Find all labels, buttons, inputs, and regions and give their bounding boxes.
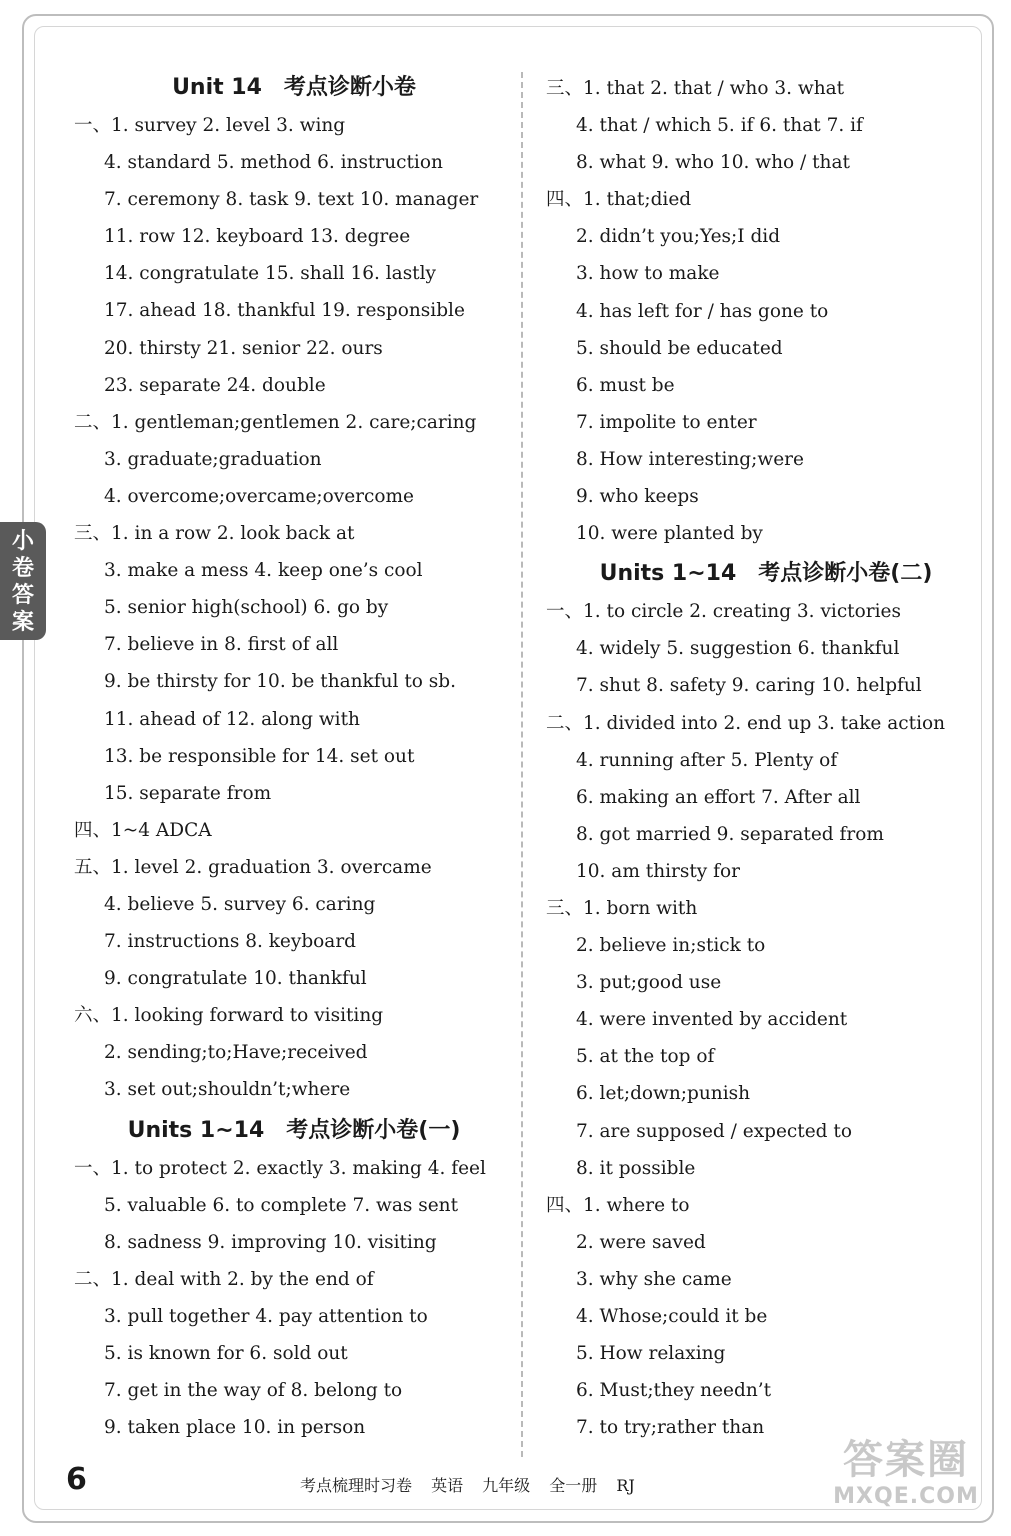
answer-line: 6. Must;they needn’t [576,1380,772,1402]
watermark-logo [818,1436,994,1528]
answer-line: 6. let;down;punish [576,1083,751,1105]
answer-line: 3. make a mess 4. keep one’s cool [104,560,423,582]
answer-line: 11. row 12. keyboard 13. degree [104,226,411,248]
answer-line: 7. believe in 8. first of all [104,634,339,656]
watermark-main: 答案圈 [843,1437,969,1483]
side-tab-char: 案 [11,610,34,635]
answer-line: 7. ceremony 8. task 9. text 10. manager [104,189,479,211]
answer-line: 11. ahead of 12. along with [104,708,360,730]
side-tab-char: 答 [11,583,34,608]
answer-line: 8. it possible [576,1157,696,1179]
answer-line: 五、1. level 2. graduation 3. overcame [74,856,432,878]
answer-line: 7. impolite to enter [576,411,757,433]
answer-line: 14. congratulate 15. shall 16. lastly [104,263,436,285]
section-unit: Unit 14 [172,75,262,100]
answer-line: 4. were invented by accident [576,1009,848,1031]
right-column [546,70,986,1446]
answer-line: 3. pull together 4. pay attention to [104,1305,428,1327]
answer-line: 4. widely 5. suggestion 6. thankful [576,638,900,660]
answer-line: 2. were saved [576,1231,706,1253]
answer-line: 7. to try;rather than [576,1417,765,1439]
answer-line: 23. separate 24. double [104,374,326,396]
answer-line: 5. is known for 6. sold out [104,1343,348,1364]
side-tab-char: 卷 [11,556,34,581]
answer-line: 3. set out;shouldn’t;where [104,1079,351,1101]
answer-line: 8. what 9. who 10. who / that [576,152,850,174]
answer-line: 20. thirsty 21. senior 22. ours [104,337,383,359]
section-unit: Units 1~14 [127,1117,265,1143]
answer-line: 二、1. gentleman;gentlemen 2. care;caring [74,411,477,433]
answer-line: 4. has left for / has gone to [576,300,829,322]
answer-line: 6. must be [576,374,675,396]
answer-line: 5. How relaxing [576,1343,726,1365]
answer-line: 4. Whose;could it be [576,1306,768,1327]
answer-line: 4. overcome;overcame;overcome [104,485,415,507]
answer-line: 5. at the top of [576,1046,715,1068]
answer-line: 3. why she came [576,1268,732,1290]
answer-line: 一、1. to protect 2. exactly 3. making 4. feel [74,1157,486,1179]
answer-line: 9. congratulate 10. thankful [104,968,367,990]
section-label: 考点诊断小卷 [283,75,416,100]
answer-line: 六、1. looking forward to visiting [74,1005,384,1027]
answer-line: 一、1. survey 2. level 3. wing [74,115,346,136]
answer-line: 15. separate from [104,782,272,804]
answer-line: 9. who keeps [576,486,699,508]
answer-line: 3. how to make [576,263,720,285]
section-title [74,1113,514,1149]
watermark-sub: MXQE.COM [833,1484,979,1509]
answer-line: 7. shut 8. safety 9. caring 10. helpful [576,675,922,697]
answer-line: 8. sadness 9. improving 10. visiting [104,1231,437,1253]
answer-line: 二、1. divided into 2. end up 3. take action [546,712,946,734]
answer-line: 7. get in the way of 8. belong to [104,1380,403,1402]
answer-line: 3. put;good use [576,972,722,994]
answer-line: 3. graduate;graduation [104,448,322,470]
column-divider [521,72,523,1457]
section-label: 考点诊断小卷(二) [758,561,933,587]
answer-line: 5. senior high(school) 6. go by [104,597,389,619]
answer-line: 5. valuable 6. to complete 7. was sent [104,1194,459,1216]
section-unit: Units 1~14 [599,561,737,587]
answer-line: 5. should be educated [576,337,783,359]
answer-line: 17. ahead 18. thankful 19. responsible [104,300,465,322]
answer-line: 四、1~4 ADCA [74,819,212,841]
answer-line: 一、1. to circle 2. creating 3. victories [546,601,901,623]
answer-line: 2. sending;to;Have;received [104,1042,368,1064]
answer-line: 三、1. born with [546,897,698,919]
answer-line: 6. making an effort 7. After all [576,786,861,808]
side-tab [0,522,46,640]
answer-line: 13. be responsible for 14. set out [104,745,415,767]
answer-line: 7. instructions 8. keyboard [104,931,357,953]
answer-line: 二、1. deal with 2. by the end of [74,1268,374,1290]
section-title [546,556,986,592]
answer-line: 9. taken place 10. in person [104,1417,366,1439]
answer-line: 10. were planted by [576,523,763,545]
answer-line: 2. believe in;stick to [576,935,766,957]
left-column [74,70,514,1446]
answer-line: 9. be thirsty for 10. be thankful to sb. [104,671,456,693]
answer-line: 四、1. that;died [546,189,692,211]
section-title [74,70,514,106]
answer-line: 4. believe 5. survey 6. caring [104,893,376,915]
answer-line: 2. didn’t you;Yes;I did [576,226,781,248]
section-label: 考点诊断小卷(一) [286,1117,461,1143]
page-number: 6 [66,1462,87,1497]
answer-line: 4. standard 5. method 6. instruction [104,152,443,174]
answer-line: 三、1. in a row 2. look back at [74,523,355,545]
answer-line: 4. that / which 5. if 6. that 7. if [576,115,863,137]
answer-line: 8. How interesting;were [576,448,804,470]
footer-book-info: 考点梳理时习卷 英语 九年级 全一册 RJ [300,1476,635,1495]
side-tab-char: 小 [11,529,34,554]
answer-line: 三、1. that 2. that / who 3. what [546,78,845,99]
answer-line: 4. running after 5. Plenty of [576,749,838,771]
answer-line: 四、1. where to [546,1194,690,1216]
answer-line: 10. am thirsty for [576,860,740,882]
answer-line: 8. got married 9. separated from [576,823,884,845]
answer-line: 7. are supposed / expected to [576,1120,852,1142]
